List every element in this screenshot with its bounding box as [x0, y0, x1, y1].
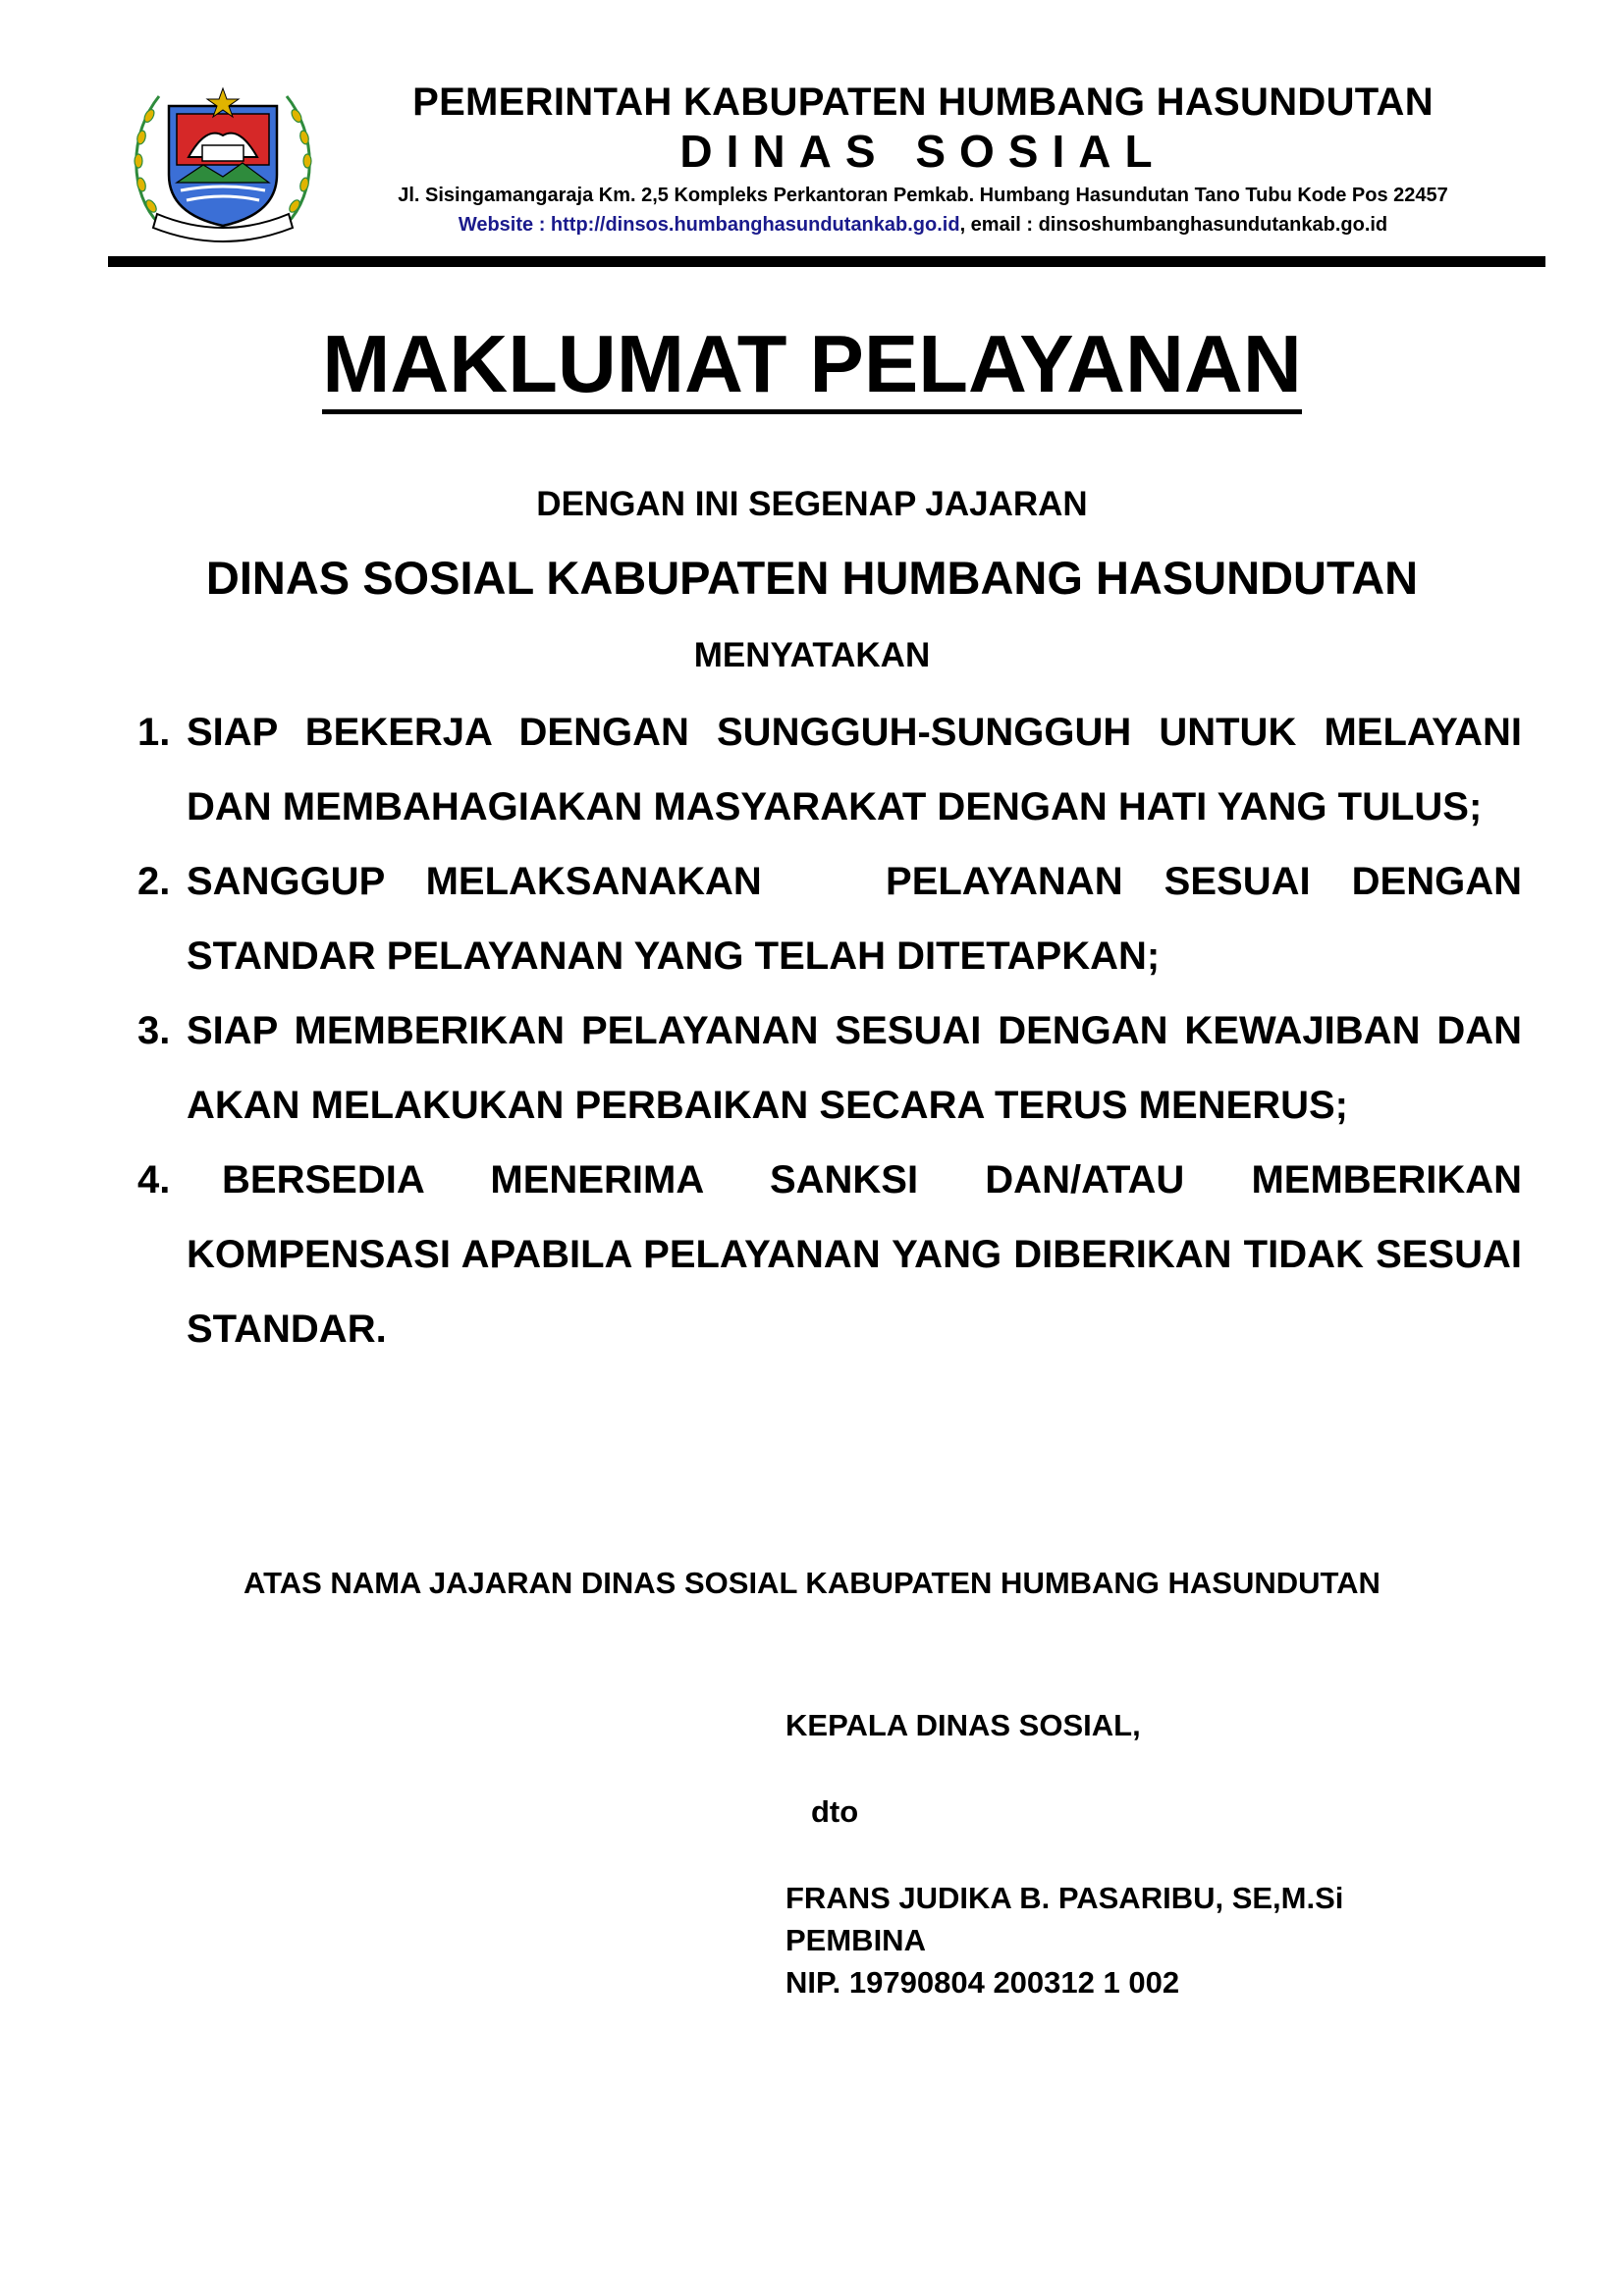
- item-text: SIAP MEMBERIKAN PELAYANAN SESUAI DENGAN KEWAJIBAN DAN AKAN MELAKUKAN PERBAIKAN SECARA TERUS MENERUS;: [187, 1009, 1522, 1127]
- intro-line-2: DINAS SOSIAL KABUPATEN HUMBANG HASUNDUTAN: [205, 552, 1419, 604]
- item-number: 3.: [137, 1009, 171, 1052]
- statement-item: [137, 1143, 1522, 1366]
- title-text: MAKLUMAT PELAYANAN: [322, 319, 1302, 414]
- website-link[interactable]: Website : http://dinsos.humbanghasundutankab.go.id: [458, 214, 960, 236]
- contact-line: [334, 210, 1512, 240]
- signatory-name: FRANS JUDIKA B. PASARIBU, SE,M.Si: [785, 1881, 1344, 1915]
- item-text: SIAP BEKERJA DENGAN SUNGGUH-SUNGGUH UNTUK MELAYANI DAN MEMBAHAGIAKAN MASYARAKAT DENGAN HATI YANG TULUS;: [187, 711, 1522, 828]
- intro-line-1: DENGAN INI SEGENAP JAJARAN: [536, 485, 1088, 523]
- regency-emblem-logo: [120, 67, 326, 249]
- document-title: [0, 319, 1624, 414]
- statement-list: [137, 695, 1534, 1366]
- government-name: PEMERINTAH KABUPATEN HUMBANG HASUNDUTAN: [412, 80, 1434, 124]
- item-number: 4.: [137, 1158, 171, 1201]
- item-number: 2.: [137, 860, 171, 903]
- statement-item: [137, 695, 1522, 844]
- email-text: , email : dinsoshumbanghasundutankab.go.id: [959, 214, 1388, 236]
- item-text: SANGGUP MELAKSANAKAN PELAYANAN SESUAI DENGAN STANDAR PELAYANAN YANG TELAH DITETAPKAN;: [187, 860, 1534, 978]
- statement-item: [137, 844, 1534, 993]
- signatory-title: KEPALA DINAS SOSIAL,: [785, 1708, 1141, 1742]
- signatory-nip: NIP. 19790804 200312 1 002: [785, 1965, 1180, 2000]
- item-number: 1.: [137, 711, 171, 754]
- signed-marker: dto: [811, 1794, 859, 1829]
- item-text: BERSEDIA MENERIMA SANKSI DAN/ATAU MEMBERIKAN KOMPENSASI APABILA PELAYANAN YANG DIBERIKAN TIDAK SESUAI STANDAR.: [187, 1158, 1522, 1351]
- intro-line-3: MENYATAKAN: [693, 636, 931, 674]
- signatory-rank: PEMBINA: [785, 1923, 926, 1957]
- agency-name: DINAS SOSIAL: [679, 126, 1166, 177]
- office-address: Jl. Sisingamangaraja Km. 2,5 Kompleks Perkantoran Pemkab. Humbang Hasundutan Tano Tubu Kode Pos 22457: [398, 185, 1448, 206]
- statement-item: [137, 993, 1522, 1143]
- letterhead-divider: [108, 256, 1545, 267]
- closing-statement: ATAS NAMA JAJARAN DINAS SOSIAL KABUPATEN HUMBANG HASUNDUTAN: [244, 1566, 1380, 1600]
- letterhead: [334, 79, 1512, 240]
